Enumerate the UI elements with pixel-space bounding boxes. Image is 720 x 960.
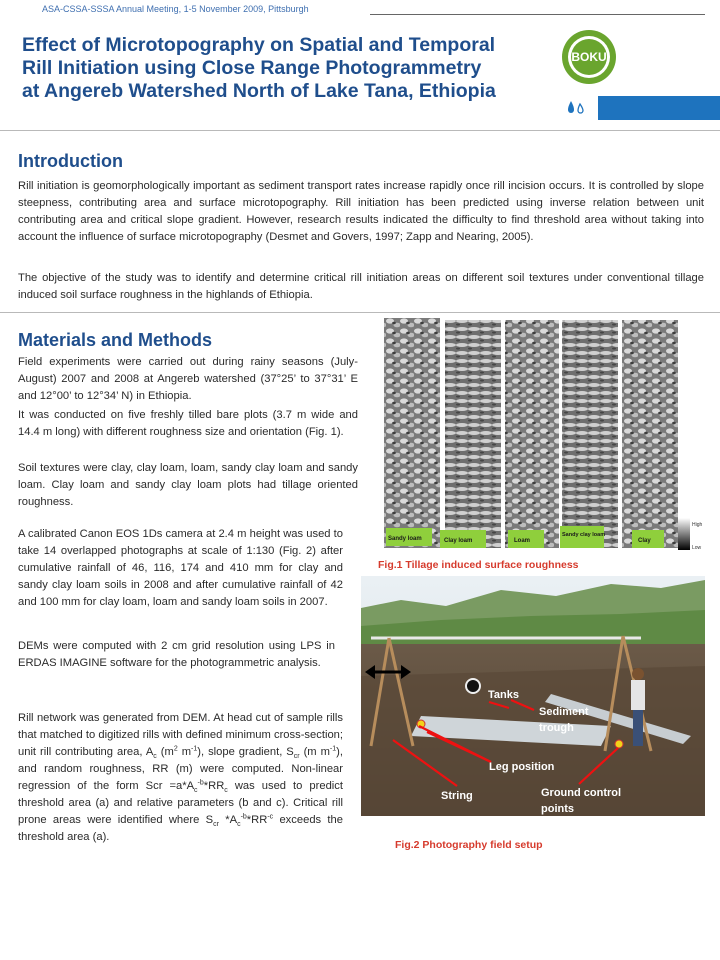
- plot-label-sandy-loam: Sandy loam: [388, 536, 422, 542]
- label-ground-control-2: points: [541, 803, 574, 815]
- logo-text: BOKU: [571, 50, 607, 64]
- separator: [0, 130, 720, 131]
- title-line-2: Rill Initiation using Close Range Photogrammetry: [22, 57, 482, 79]
- plot-clay: [622, 320, 678, 548]
- fig2-field-setup-photo: [361, 576, 705, 816]
- methods-heading: Materials and Methods: [18, 330, 213, 350]
- fig1-roughness-image: [372, 318, 710, 554]
- elevation-legend: [678, 518, 690, 550]
- meeting-info: ASA-CSSA-SSSA Annual Meeting, 1-5 November 2009, Pittsburgh: [42, 4, 309, 14]
- plot-sandy-loam: [384, 318, 440, 548]
- boku-logo: [560, 28, 618, 86]
- separator: [0, 312, 720, 313]
- plot-label-loam: Loam: [514, 538, 531, 544]
- plot-loam: [505, 320, 559, 548]
- water-drops-icon: [566, 99, 586, 117]
- plot-clay-loam: [445, 320, 501, 548]
- fig2-caption: Fig.2 Photography field setup: [395, 839, 543, 851]
- methods-paragraph-3: Soil textures were clay, clay loam, loam, sandy clay loam and sandy loam. Clay loam and sandy clay loam plots had tillage oriented roughness.: [18, 462, 358, 508]
- plot-label-clay-loam: Clay loam: [444, 538, 473, 544]
- fig1-caption: Fig.1 Tillage induced surface roughness: [378, 559, 579, 571]
- label-ground-control: Ground control: [541, 787, 622, 799]
- methods-paragraph-2: It was conducted on five freshly tilled bare plots (3.7 m wide and 14.4 m long) with different roughness size and orientation (Fig. 1).: [18, 409, 358, 438]
- plot-label-sandy-clay-loam: Sandy clay loam: [562, 532, 606, 538]
- poster-title: [22, 34, 562, 103]
- title-line-1: Effect of Microtopography on Spatial and Temporal: [22, 34, 496, 56]
- introduction-paragraph-2: The objective of the study was to identify and determine critical rill initiation areas on different soil textures under conventional tillage induced soil surface roughness in the highlands of Ethiopia.: [18, 272, 704, 301]
- methods-paragraph-5: DEMs were computed with 2 cm grid resolution using LPS in ERDAS IMAGINE software for the photogrammetric analysis.: [18, 640, 335, 669]
- legend-low: Low: [692, 545, 702, 551]
- introduction-paragraph-1: Rill initiation is geomorphologically important as sediment transport rates increase rapidly once rill incision occurs. It is controlled by slope steepness, contributing area and surface microtopography. Rill initiation has been predicted using inverse relation between unit contributing area and critical slope gradient. However, research results indicated the difficulty to find threshold area without taking into account the influence of surface microtopography (Desmet and Govers, 1997; Zapp and Nearing, 2005).: [18, 180, 704, 243]
- label-string: String: [441, 790, 473, 802]
- methods-paragraph-1: Field experiments were carried out during rainy seasons (July-August) 2007 and 2008 at Angereb watershed (37°25’ to 37°31’ E and 12°00’ to 12°34’ N) in Ethiopia.: [18, 356, 358, 402]
- label-leg-position: Leg position: [489, 761, 555, 773]
- header-rule: [370, 14, 705, 15]
- label-sediment-trough-2: trough: [539, 722, 574, 734]
- label-sediment-trough: Sediment: [539, 706, 589, 718]
- title-line-3: at Angereb Watershed North of Lake Tana, Ethiopia: [22, 80, 496, 102]
- methods-paragraph-6: Rill network was generated from DEM. At head cut of sample rills that matched to digitized rills with defined minimum cross-section; unit rill contributing area, $A_c$ ($m^2$ $m^{-1}$), slope gradient, $S_{cr}$ (m $m^{-1}$), and random roughness, RR (m) were computed. Non-linear regression of the form Scr $=a*A_c^{-b}*RR_c$ was used to predict threshold area (a) and relative parameters (b and c). Critical rill prone areas were identified where $S_{cr}$ $*A_c^{-b}*RR^{-c}$ exceeds the threshold area (a).: [18, 712, 343, 843]
- plot-label-clay: Clay: [638, 538, 651, 544]
- introduction-heading: Introduction: [18, 151, 123, 171]
- methods-paragraph-4: A calibrated Canon EOS 1Ds camera at 2.4 m height was used to take 14 overlapped photographs at scale of 1:130 (Fig. 2) after cumulative rainfall of 46, 116, 174 and 410 mm for clay and sandy clay loam soils in 2008 and after cumulative rainfall of 42 and 100 mm for clay loam, loam and sandy loam soils in 2007.: [18, 528, 343, 608]
- label-tanks: Tanks: [488, 689, 519, 701]
- plot-sandy-clay-loam: [562, 320, 618, 548]
- legend-high: High: [692, 522, 703, 528]
